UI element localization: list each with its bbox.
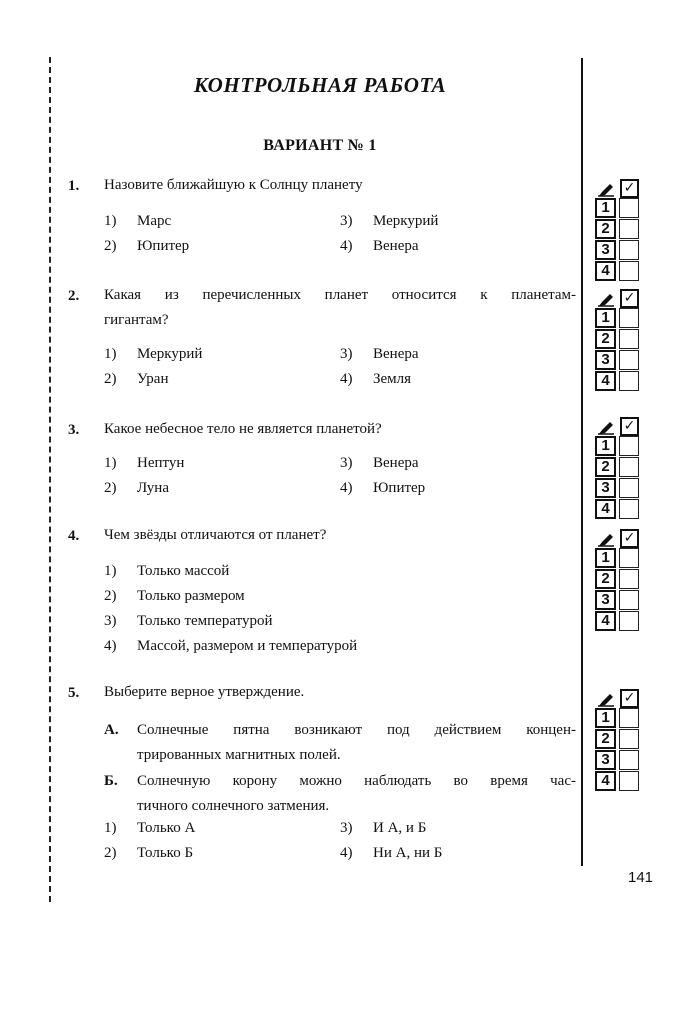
option-number: 3) bbox=[340, 820, 353, 836]
checkbox-checked-icon: ✓ bbox=[620, 179, 639, 198]
answer-cell-3[interactable] bbox=[619, 590, 639, 610]
answer-number: 3 bbox=[595, 750, 616, 770]
answer-number: 2 bbox=[595, 729, 616, 749]
statement-label: А. bbox=[104, 722, 119, 738]
option-3 bbox=[340, 213, 438, 230]
answer-cell-2[interactable] bbox=[619, 219, 639, 239]
option-number: 2) bbox=[104, 238, 117, 254]
answer-cell-1[interactable] bbox=[619, 436, 639, 456]
statement-label: Б. bbox=[104, 773, 118, 789]
answer-block-q2 bbox=[595, 289, 643, 392]
question-number: 2. bbox=[68, 288, 80, 304]
option-4 bbox=[340, 371, 411, 388]
answer-row-4 bbox=[595, 771, 643, 792]
answer-row-2 bbox=[595, 219, 643, 240]
option-text: Только размером bbox=[137, 588, 245, 604]
option-text: Только температурой bbox=[137, 613, 273, 629]
option-number: 2) bbox=[104, 371, 117, 387]
cut-line-dashed bbox=[49, 57, 51, 902]
answer-row-1 bbox=[595, 198, 643, 219]
statement-b bbox=[104, 769, 576, 819]
option-4 bbox=[340, 480, 425, 497]
answer-block-header bbox=[595, 689, 643, 708]
answer-number: 3 bbox=[595, 590, 616, 610]
option-2 bbox=[104, 480, 169, 497]
answer-number: 1 bbox=[595, 308, 616, 328]
pen-writing-icon bbox=[598, 421, 614, 435]
answer-row-4 bbox=[595, 261, 643, 282]
option-2 bbox=[104, 238, 189, 255]
answer-cell-2[interactable] bbox=[619, 329, 639, 349]
pen-writing-icon bbox=[598, 183, 614, 197]
option-3 bbox=[340, 346, 419, 363]
question-text: Чем звёзды отличаются от планет? bbox=[104, 527, 327, 543]
question-number: 1. bbox=[68, 178, 80, 194]
option-3 bbox=[340, 820, 426, 837]
option-number: 1) bbox=[104, 563, 117, 579]
answer-block-header bbox=[595, 529, 643, 548]
option-text: Венера bbox=[373, 455, 419, 471]
answer-row-2 bbox=[595, 329, 643, 350]
pen-writing-icon bbox=[598, 293, 614, 307]
answer-row-1 bbox=[595, 548, 643, 569]
option-text: Уран bbox=[137, 371, 169, 387]
answer-number: 2 bbox=[595, 219, 616, 239]
answer-cell-3[interactable] bbox=[619, 478, 639, 498]
question-text: Выберите верное утверждение. bbox=[104, 684, 305, 700]
answer-block-header bbox=[595, 179, 643, 198]
option-text: Юпитер bbox=[373, 480, 426, 496]
option-number: 4) bbox=[340, 371, 353, 387]
answer-row-2 bbox=[595, 569, 643, 590]
answer-block-q1 bbox=[595, 179, 643, 282]
answer-cell-4[interactable] bbox=[619, 611, 639, 631]
answer-row-2 bbox=[595, 457, 643, 478]
answer-cell-1[interactable] bbox=[619, 308, 639, 328]
option-text: Ни А, ни Б bbox=[373, 845, 443, 861]
checkbox-checked-icon: ✓ bbox=[620, 289, 639, 308]
answer-cell-1[interactable] bbox=[619, 198, 639, 218]
answer-block-q3 bbox=[595, 417, 643, 520]
question-number: 3. bbox=[68, 422, 80, 438]
page-title: КОНТРОЛЬНАЯ РАБОТА bbox=[193, 73, 447, 97]
answer-row-4 bbox=[595, 371, 643, 392]
option-number: 2) bbox=[104, 845, 117, 861]
answer-cell-4[interactable] bbox=[619, 261, 639, 281]
answer-number: 2 bbox=[595, 457, 616, 477]
answer-cell-3[interactable] bbox=[619, 350, 639, 370]
option-text: Венера bbox=[373, 238, 419, 254]
answer-row-1 bbox=[595, 436, 643, 457]
checkbox-checked-icon: ✓ bbox=[620, 529, 639, 548]
question-text-line-2: гигантам? bbox=[104, 312, 169, 328]
option-2 bbox=[104, 845, 193, 862]
option-text: Меркурий bbox=[137, 346, 203, 362]
question-number: 5. bbox=[68, 685, 80, 701]
statement-text-line-1: Солнечную корону можно наблюдать во время час- bbox=[137, 773, 576, 789]
option-number: 1) bbox=[104, 346, 117, 362]
answer-cell-2[interactable] bbox=[619, 729, 639, 749]
answer-cell-3[interactable] bbox=[619, 750, 639, 770]
option-number: 2) bbox=[104, 588, 117, 604]
answer-row-3 bbox=[595, 750, 643, 771]
answer-number: 3 bbox=[595, 478, 616, 498]
statement-a bbox=[104, 718, 576, 768]
option-number: 3) bbox=[340, 346, 353, 362]
answer-row-2 bbox=[595, 729, 643, 750]
option-1 bbox=[104, 820, 195, 837]
option-text: И А, и Б bbox=[373, 820, 427, 836]
answer-number: 4 bbox=[595, 771, 616, 791]
question-number: 4. bbox=[68, 528, 80, 544]
statement-text-line-2: трированных магнитных полей. bbox=[137, 747, 341, 763]
option-text: Только А bbox=[137, 820, 196, 836]
answer-number: 3 bbox=[595, 240, 616, 260]
question-text: Какое небесное тело не является планетой? bbox=[104, 421, 382, 437]
answer-number: 1 bbox=[595, 708, 616, 728]
option-text: Только массой bbox=[137, 563, 230, 579]
option-number: 1) bbox=[104, 455, 117, 471]
option-2 bbox=[104, 588, 245, 605]
option-text: Венера bbox=[373, 346, 419, 362]
option-3 bbox=[104, 613, 272, 630]
answer-row-3 bbox=[595, 350, 643, 371]
pen-writing-icon bbox=[598, 693, 614, 707]
answer-row-1 bbox=[595, 308, 643, 329]
option-4 bbox=[340, 845, 442, 862]
checkbox-checked-icon: ✓ bbox=[620, 417, 639, 436]
question-text-line-1: Какая из перечисленных планет относится к планетам- bbox=[104, 287, 576, 303]
answer-number: 2 bbox=[595, 329, 616, 349]
answer-block-header bbox=[595, 289, 643, 308]
option-text: Юпитер bbox=[137, 238, 190, 254]
option-number: 3) bbox=[340, 213, 353, 229]
option-text: Марс bbox=[137, 213, 172, 229]
option-number: 1) bbox=[104, 820, 117, 836]
answer-cell-1[interactable] bbox=[619, 708, 639, 728]
answer-number: 3 bbox=[595, 350, 616, 370]
answer-row-3 bbox=[595, 590, 643, 611]
answer-block-q5 bbox=[595, 689, 643, 792]
statement-text-line-1: Солнечные пятна возникают под действием концен- bbox=[137, 722, 576, 738]
answer-cell-4[interactable] bbox=[619, 371, 639, 391]
option-text: Земля bbox=[373, 371, 412, 387]
answer-row-1 bbox=[595, 708, 643, 729]
option-number: 4) bbox=[340, 238, 353, 254]
option-number: 3) bbox=[104, 613, 117, 629]
answer-cell-4[interactable] bbox=[619, 499, 639, 519]
answer-cell-2[interactable] bbox=[619, 569, 639, 589]
option-number: 2) bbox=[104, 480, 117, 496]
option-number: 1) bbox=[104, 213, 117, 229]
option-text: Нептун bbox=[137, 455, 185, 471]
answer-number: 2 bbox=[595, 569, 616, 589]
option-text: Меркурий bbox=[373, 213, 439, 229]
answer-block-header bbox=[595, 417, 643, 436]
option-4 bbox=[340, 238, 419, 255]
option-1 bbox=[104, 213, 171, 230]
answer-number: 4 bbox=[595, 611, 616, 631]
option-number: 4) bbox=[340, 480, 353, 496]
option-text: Только Б bbox=[137, 845, 194, 861]
option-1 bbox=[104, 455, 184, 472]
option-number: 4) bbox=[104, 638, 117, 654]
answer-row-4 bbox=[595, 499, 643, 520]
option-number: 3) bbox=[340, 455, 353, 471]
page-number: 141 bbox=[628, 869, 654, 886]
answer-cell-3[interactable] bbox=[619, 240, 639, 260]
question-text: Назовите ближайшую к Солнцу планету bbox=[104, 177, 363, 193]
answer-number: 1 bbox=[595, 548, 616, 568]
answer-block-q4 bbox=[595, 529, 643, 632]
answer-row-3 bbox=[595, 240, 643, 261]
option-4 bbox=[104, 638, 357, 655]
statement-text-line-2: тичного солнечного затмения. bbox=[137, 798, 330, 814]
answer-number: 4 bbox=[595, 499, 616, 519]
variant-heading: ВАРИАНТ № 1 bbox=[263, 137, 377, 154]
pen-writing-icon bbox=[598, 533, 614, 547]
answer-number: 1 bbox=[595, 436, 616, 456]
answer-row-3 bbox=[595, 478, 643, 499]
answer-cell-2[interactable] bbox=[619, 457, 639, 477]
option-2 bbox=[104, 371, 169, 388]
option-number: 4) bbox=[340, 845, 353, 861]
answer-number: 4 bbox=[595, 261, 616, 281]
option-text: Луна bbox=[137, 480, 169, 496]
option-1 bbox=[104, 563, 229, 580]
option-1 bbox=[104, 346, 202, 363]
answer-number: 4 bbox=[595, 371, 616, 391]
answer-margin-divider bbox=[581, 58, 583, 866]
option-text: Массой, размером и температурой bbox=[137, 638, 358, 654]
answer-row-4 bbox=[595, 611, 643, 632]
option-3 bbox=[340, 455, 419, 472]
answer-cell-4[interactable] bbox=[619, 771, 639, 791]
answer-number: 1 bbox=[595, 198, 616, 218]
answer-cell-1[interactable] bbox=[619, 548, 639, 568]
checkbox-checked-icon: ✓ bbox=[620, 689, 639, 708]
